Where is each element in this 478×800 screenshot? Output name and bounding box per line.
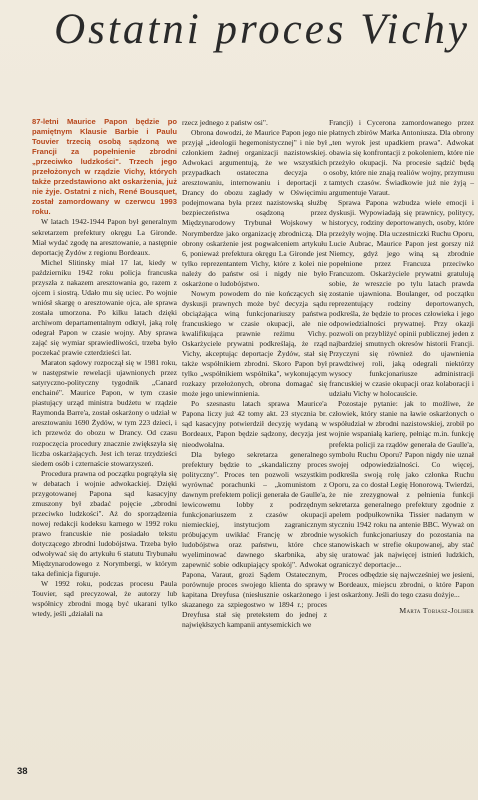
paragraph: Po szesnastu latach sprawa Maurice'a Papona liczy już 42 tomy akt. 23 stycznia br. sąd kasacyjny potwierdził decyzję wydaną w Bordeaux, Papon będzie sądzony, decyzja jest nieodwołalna. [182,399,327,449]
paragraph: rzecz jednego z państw osi". [182,118,268,127]
paragraph: Obrona dowodzi, że Maurice Papon jego nie przyjął „ideologii hegemonistycznej" i nie był członkiem żadnej organizacji nazistowskiej. Adwokaci argumentują, że we wszystkich przypadkach ostateczna decyzja o aresztowaniu, internowaniu i deportacji z Drancy do obozu zagłady w Oświęcimiu podejmowana była przez nazistowską służbę bezpieczeństwa osądzoną przez Międzynarodowy Trybunał Wojskowy w Norymberdze jako organizację zbrodniczą. Dla obrony oskarżenie jest pogwałceniem artykułu 6, ponieważ prefektura okręgu La Gironde jest tylko reprezentantem Vichy, które z kolei nie należy do państw osi i nigdy nie było oskarżone o ludobójstwo. [182,128,327,288]
paragraph: Proces odbędzie się najwcześniej we jesieni, w Bordeaux, miejscu zbrodni, o które Papon jest oskarżony. Jeśli do tego czasu dożyje... [329,570,474,600]
paragraph: Nowym powodem do nie kończących się dyskusji prawnych może być decyzja sądu obciążająca winą funkcjonariuszy państwa francuskiego w czasie okupacji, ale nie kwalifikująca prawnie reżimu Vichy. Oskarżycielе prywatni podkreślają, że rząd Vichy, akceptując deportacje Żydów, stał się także współnikiem zbrodni. Skoro Papon był tylko „współnikiem współnika", wykonującym rozkazy przełożonych, obrona domagać się może jego uniewinnienia. [182,288,327,399]
text-column-3 [329,118,474,616]
paragraph: Michel Slitinsky miał 17 lat, kiedy w październiku 1942 roku policja francuska przyszła z nakazem aresztowania go, razem z ojcem i siostrą. Udało mu się uciec. Po wojnie wniósł skargę o aresztowanie ojca, ale sprawa została umorzona. Po kilku latach dzięki archiwom departamentalnym odkrył, jaką rolę odegrał Papon w czasie wojny. Aby sprawa zająć się wymiar sprawiedliwości, trzeba było poczekać prawie czterdzieści lat. [32,257,177,358]
page-number: 38 [17,766,28,777]
paragraph: Francji) i Cycerona zamordowanego przez płatnych zbirów Marka Antoniusza. Dla obrony „ten wyrok jest upadkiem prawa". Adwokat obawia się konfrontacji z pokoleniem, które nie przeżyło okupacji. Na procesie sądzić będą osoby, które nie znają realiów wojny, przymusu tamtych czasów. Świadkowie już nie żyją – argumentuje Varaut. [329,118,474,198]
text-column-2 [182,118,327,630]
paragraph: W latach 1942-1944 Papon był generalnym sekretarzem prefektury okręgu La Gironde. Miał wydać zgodę na aresztowanie, a następnie deportację Żydów z regionu Bordeaux. [32,217,177,257]
paragraph: Maraton sądowy rozpoczął się w 1981 roku, w następstwie rewelacji ujawnionych przez satyryczno-polityczny tygodnik „Canard enchainé". Maurice Papon, w tym czasie piastujący urząd ministra budżetu w rządzie Raymonda Barre'a, został oskarżony o udział w aresztowaniu 1690 Żydów, w tym 223 dzieci, i ich przewóz do obozu w Drancy. Od czasu rozpoczęcia procedury znacznie zwiększyła się liczba oskarżających. Jest ich teraz trzydzieści siedem osób i czternaście stowarzyszeń. [32,358,177,468]
paragraph: Pozostaje pytanie: jak to możliwe, że człowiek, który stanie na ławie oskarżonych o współudział w zbrodni nazistowskiej, zrobił po wojnie wspaniałą karierę, pełniąc m.in. funkcję prefekta policji za rządów generała de Gaulle'a, symbolu Ruchu Oporu? Papon nigdy nie uznał swojej odpowiedzialności. Co więcej, podkreśla swoją rolę jako członka Ruchu Oporu, za co dostał Legię Honorową. Twierdzi, że nie zrezygnował z pełnienia funkcji sekretarza generalnego prefektury zgodnie z apelem podpułkownika Tissier nadanym w styczniu 1942 roku na antenie BBC. Wyważ on wysokich funkcjonariuszy do pozostania na stanowiskach w strefie okupowanej, aby stać się uratować jak najwięcej istnień ludzkich, ograniczyć deportacje... [329,399,474,570]
paragraph: Procedura prawna od początku pogrążyła się w debatach i wojnie adwokackiej. Dzięki przygotowanej Papona sąd kasacyjny zmuszony był zbadać pojęcie „zbrodni przeciwko ludzkości". Aż do sporządzenia nowej redakcji kodeksu karnego w 1992 roku prawo francuskie nie posiadało tekstu dotyczącego zbrodni ludobójstwa. Trzeba było odwoływać się do artykułu 6 statutu Trybunału Międzynarodowego z Norymbergi, w którym taka definicja figuruje. [32,468,177,579]
paragraph: Sprawa Papona wzbudza wiele emocji i dyskusji. Wypowiadają się prawnicy, politycy, historycy, rodziny deportowanych, osoby, które przeżyły wojnę. Dla uczestniczki Ruchu Oporu, Lucie Aubrac, Maurice Papon jest gorszy niż Niemcy, gdyż jego winą są zbrodnie popełnione przez Francuza przeciwko Francuzom. Oskarżyciele prywatni gratulują sobie, że wreszcie po tylu latach prawda zostanie ujawniona. Boulanger, od początku reprezentujący rodziny deportowanych, podkreśla, że będzie to proces człowieka i jego odpowiedzialności prywatnej. Przy okazji pozwoli on przybliżyć opinii publicznej jeden z najbardziej smutnych okresów historii Francji. Przyczyni się również do ujawnienia prawdziwej roli, jaką odegrali niektórzy wysocy funkcjonariusze administracji francuskiej w czasie okupacji oraz kolaboracji i udziału Vichy w holocauście. [329,198,474,399]
author-signature: Marta Tobiasz-Joliher [399,606,474,616]
article-lead: 87-letni Maurice Papon będzie po pamiętnym Klausie Barbie i Paulu Touvier trzecią osobą sądzoną we Francji za popełnienie zbrodni „przeciwko ludzkości". Trzech jego przełożonych w rządzie Vichy, których także przedstawiono akt oskarżenia, już nie żyje. Ostatni z nich, René Bousquet, został zamordowany w czerwcu 1993 roku. [32,117,177,217]
text-column-1 [32,117,177,619]
paragraph: Dla byłego sekretarza generalnego prefektury będzie to „skandaliczny proces polityczny". Proces ten pozwoli wszystkim wyrównać porachunki – „komunistom z dawnym prefektem policji generała de Gaulle'a, lewicowemu lobby z podrzędnym funkcjonariuszem z czasów okupacji niemieckiej, instytucjom zagranicznym próbującym uwikłać Francję w zbrodnie ludobójstwa oraz państwu, które chce wyeliminować dawnego skarbnika, aby zapewnić sobie odkupiający spokój". Adwokat Papona, Varaut, grozi Sądem Ostatecznym, porównuje proces swojego klienta do sprawy kapitana Dreyfusa (niesłusznie oskarżonego i skazanego za szpiegostwo w 1894 r.; proces Dreyfusa stał się pretekstem do jednej z najwiękłszych kampanii antysemickich we [182,449,327,630]
paragraph: W 1992 roku, podczas procesu Paula Touvier, sąd precyzował, że autorzy lub współnicy zbrodni mogą być ukarani tylko wtedy, jeśli „działali na [32,579,177,619]
article-title: Ostatni proces Vichy [54,6,470,53]
